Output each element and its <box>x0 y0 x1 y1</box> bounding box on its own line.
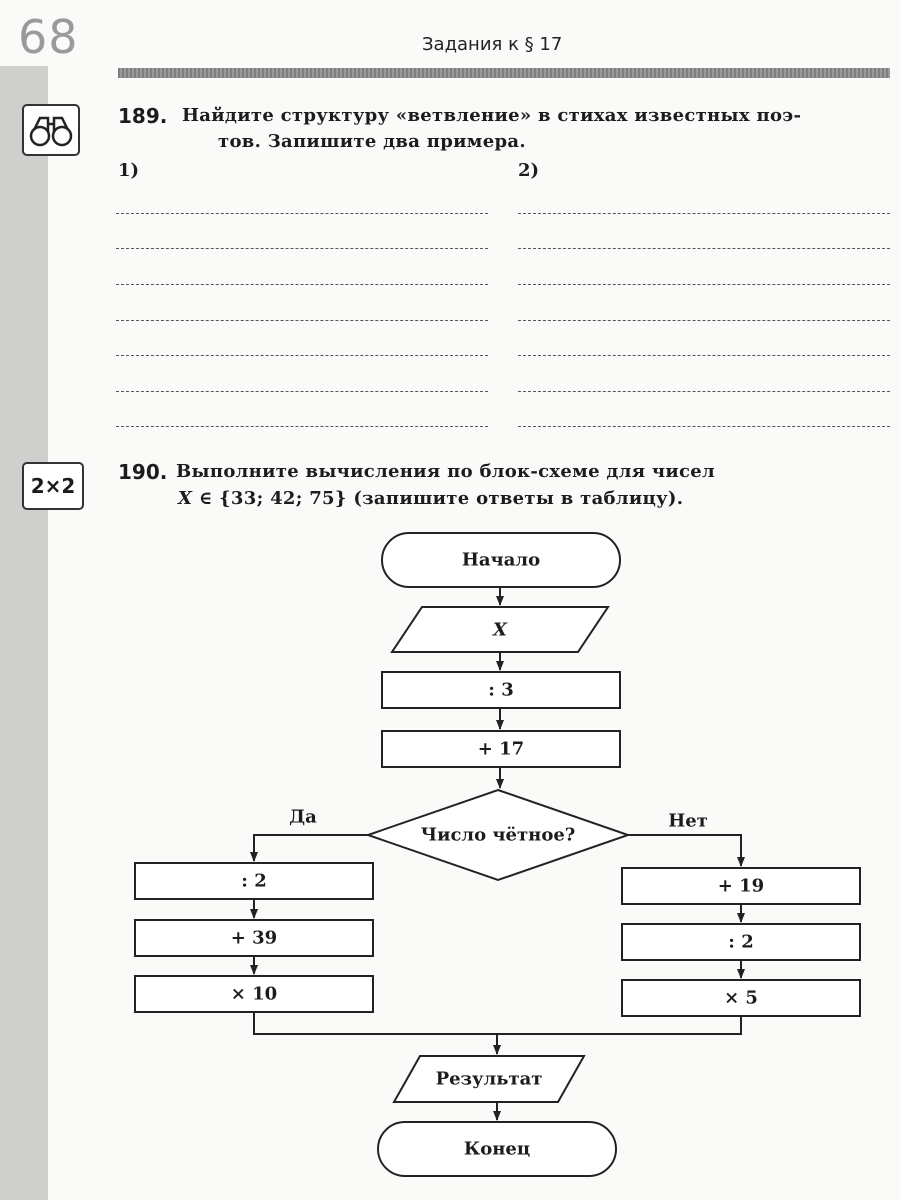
end-label: Конец <box>463 1138 531 1160</box>
start-label: Начало <box>461 549 541 571</box>
page-number: 68 <box>18 10 79 64</box>
yes-step-1-label: : 2 <box>241 870 267 892</box>
yes-step-2-label: + 39 <box>230 927 278 949</box>
task-190-text-line2-rest: ∈ {33; 42; 75} (запишите ответы в таблицу). <box>192 488 684 509</box>
answer-label-2: 2) <box>518 160 540 181</box>
no-label: Нет <box>668 810 708 832</box>
yes-label: Да <box>289 806 317 828</box>
step-divide-3-label: : 3 <box>488 679 514 701</box>
calculation-icon-text: 2×2 <box>30 474 76 498</box>
task-189-text-line2: тов. Запишите два примера. <box>218 131 526 152</box>
variable-x: X <box>178 488 193 509</box>
task-190-text-line1: Выполните вычисления по блок-схеме для чисел <box>176 461 715 482</box>
no-merge-connector <box>497 1016 741 1034</box>
input-label: X <box>493 619 507 641</box>
condition-label: Число чётное? <box>420 824 576 846</box>
yes-branch-connector <box>254 835 368 861</box>
task-189-text-line1: Найдите структуру «ветвление» в стихах известных поэ- <box>182 105 802 126</box>
step-plus-17-label: + 17 <box>477 738 525 760</box>
no-step-2-label: : 2 <box>728 931 754 953</box>
task-190-number: 190. <box>118 460 168 484</box>
no-step-3-label: × 5 <box>724 987 758 1009</box>
no-branch-connector <box>628 835 741 866</box>
section-title: Задания к § 17 <box>422 34 563 55</box>
no-step-1-label: + 19 <box>717 875 765 897</box>
task-189-number: 189. <box>118 104 168 128</box>
yes-merge-connector <box>254 1012 497 1034</box>
answer-label-1: 1) <box>118 160 140 181</box>
yes-step-3-label: × 10 <box>230 983 278 1005</box>
output-label: Результат <box>435 1068 543 1090</box>
